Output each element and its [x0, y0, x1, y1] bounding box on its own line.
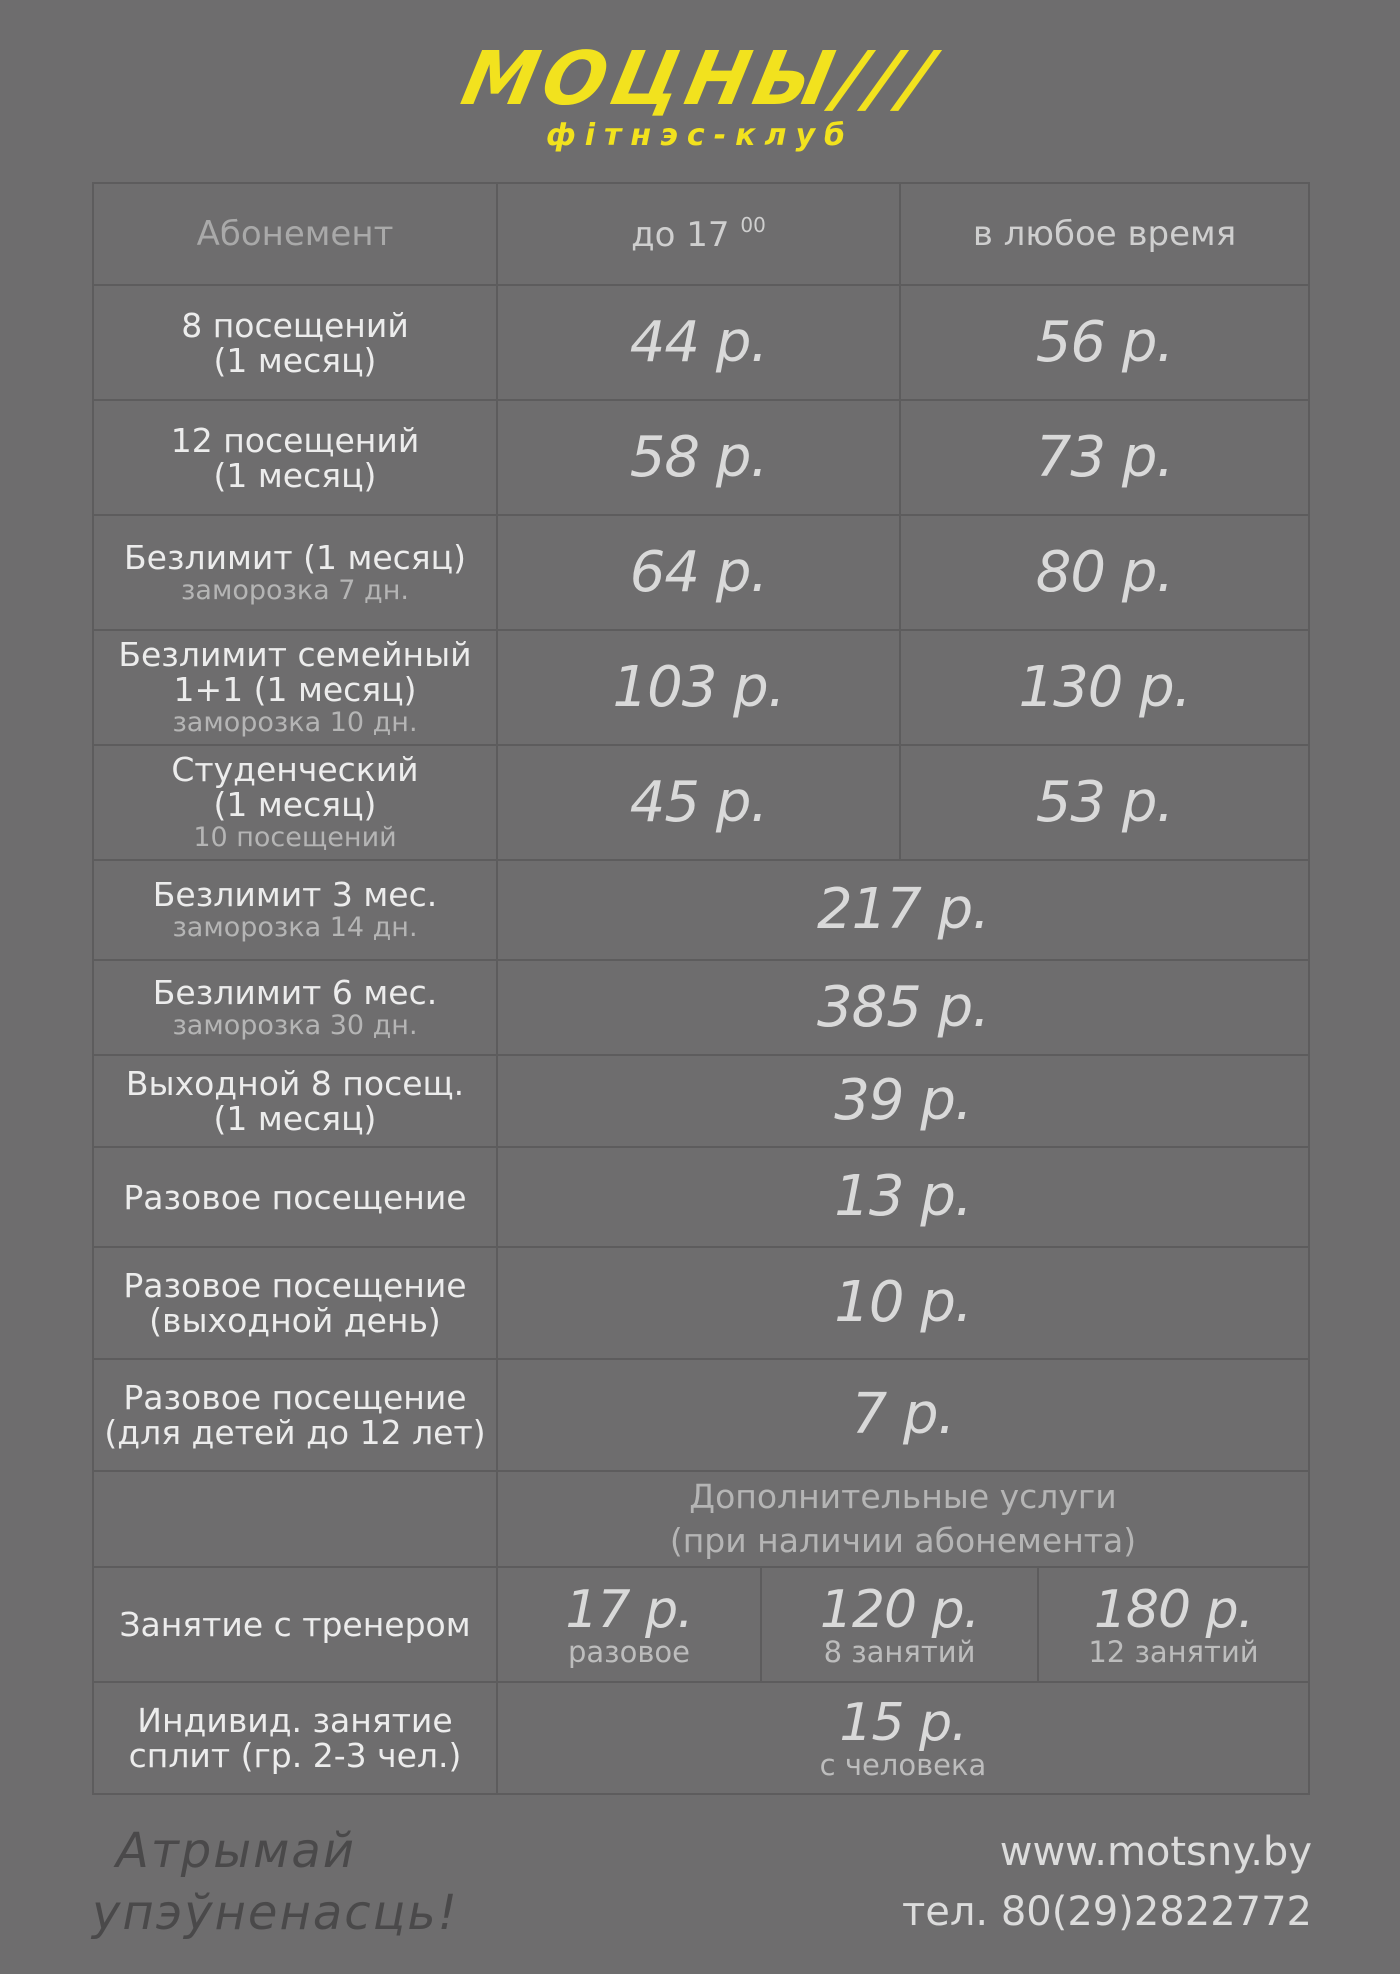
- price-before: 103 р.: [497, 630, 900, 745]
- brand-logo: [0, 38, 1400, 154]
- header-before-time: до 17 $^{00}$: [497, 183, 900, 285]
- price-single: 13 р.: [497, 1147, 1309, 1247]
- brand-subtitle: фітнэс-клуб: [545, 118, 855, 153]
- trainer-option-single: 17 р. разовое: [497, 1567, 761, 1682]
- price-single: 10 р.: [497, 1247, 1309, 1359]
- table-row: [93, 745, 1309, 860]
- row-label: 12 посещений (1 месяц): [93, 400, 497, 515]
- split-price: 15 р. с человека: [497, 1682, 1309, 1794]
- slogan-line-1: Атрымай: [116, 1823, 356, 1879]
- table-row: [93, 860, 1309, 960]
- table-row: [93, 1247, 1309, 1359]
- price-before: 64 р.: [497, 515, 900, 630]
- price-single: 385 р.: [497, 960, 1309, 1055]
- table-row: [93, 1359, 1309, 1471]
- slogan-line-2: упэўненасць!: [92, 1885, 459, 1941]
- table-row: [93, 285, 1309, 400]
- price-single: 39 р.: [497, 1055, 1309, 1147]
- price-any: 56 р.: [900, 285, 1309, 400]
- price-any: 53 р.: [900, 745, 1309, 860]
- row-label: Безлимит 3 мес. заморозка 14 дн.: [93, 860, 497, 960]
- website-link[interactable]: www.motsny.by: [999, 1829, 1312, 1875]
- table-row: [93, 1055, 1309, 1147]
- split-row: [93, 1682, 1309, 1794]
- trainer-label: Занятие с тренером: [93, 1567, 497, 1682]
- trainer-option-12: 180 р. 12 занятий: [1038, 1567, 1309, 1682]
- row-label: Разовое посещение (для детей до 12 лет): [93, 1359, 497, 1471]
- table-header-row: [93, 183, 1309, 285]
- price-any: 130 р.: [900, 630, 1309, 745]
- row-label: Разовое посещение (выходной день): [93, 1247, 497, 1359]
- table-row: [93, 400, 1309, 515]
- split-label: Индивид. занятие сплит (гр. 2-3 чел.): [93, 1682, 497, 1794]
- table-row: [93, 515, 1309, 630]
- header-subscription: Абонемент: [93, 183, 497, 285]
- price-before: 58 р.: [497, 400, 900, 515]
- price-table: [92, 182, 1310, 1795]
- row-label: Безлимит (1 месяц) заморозка 7 дн.: [93, 515, 497, 630]
- brand-name: МОЦНЫ///: [454, 36, 946, 122]
- trainer-option-8: 120 р. 8 занятий: [761, 1567, 1038, 1682]
- header-any-time: в любое время: [900, 183, 1309, 285]
- table-row: [93, 630, 1309, 745]
- phone-number[interactable]: тел. 80(29)2822772: [901, 1889, 1312, 1935]
- row-label: Студенческий (1 месяц) 10 посещений: [93, 745, 497, 860]
- row-label: Разовое посещение: [93, 1147, 497, 1247]
- extra-services-row: [93, 1471, 1309, 1567]
- price-before: 44 р.: [497, 285, 900, 400]
- row-label: Выходной 8 посещ. (1 месяц): [93, 1055, 497, 1147]
- contacts: [902, 1822, 1312, 1942]
- price-any: 73 р.: [900, 400, 1309, 515]
- extra-services-title: Дополнительные услуги (при наличии абонемента): [497, 1471, 1309, 1567]
- row-label: Безлимит семейный 1+1 (1 месяц) заморозка 10 дн.: [93, 630, 497, 745]
- table-row: [93, 1147, 1309, 1247]
- row-label: 8 посещений (1 месяц): [93, 285, 497, 400]
- row-label: Безлимит 6 мес. заморозка 30 дн.: [93, 960, 497, 1055]
- trainer-row: [93, 1567, 1309, 1682]
- price-any: 80 р.: [900, 515, 1309, 630]
- table-row: [93, 960, 1309, 1055]
- price-before: 45 р.: [497, 745, 900, 860]
- slogan: [92, 1820, 459, 1944]
- price-single: 7 р.: [497, 1359, 1309, 1471]
- price-single: 217 р.: [497, 860, 1309, 960]
- extra-services-empty: [93, 1471, 497, 1567]
